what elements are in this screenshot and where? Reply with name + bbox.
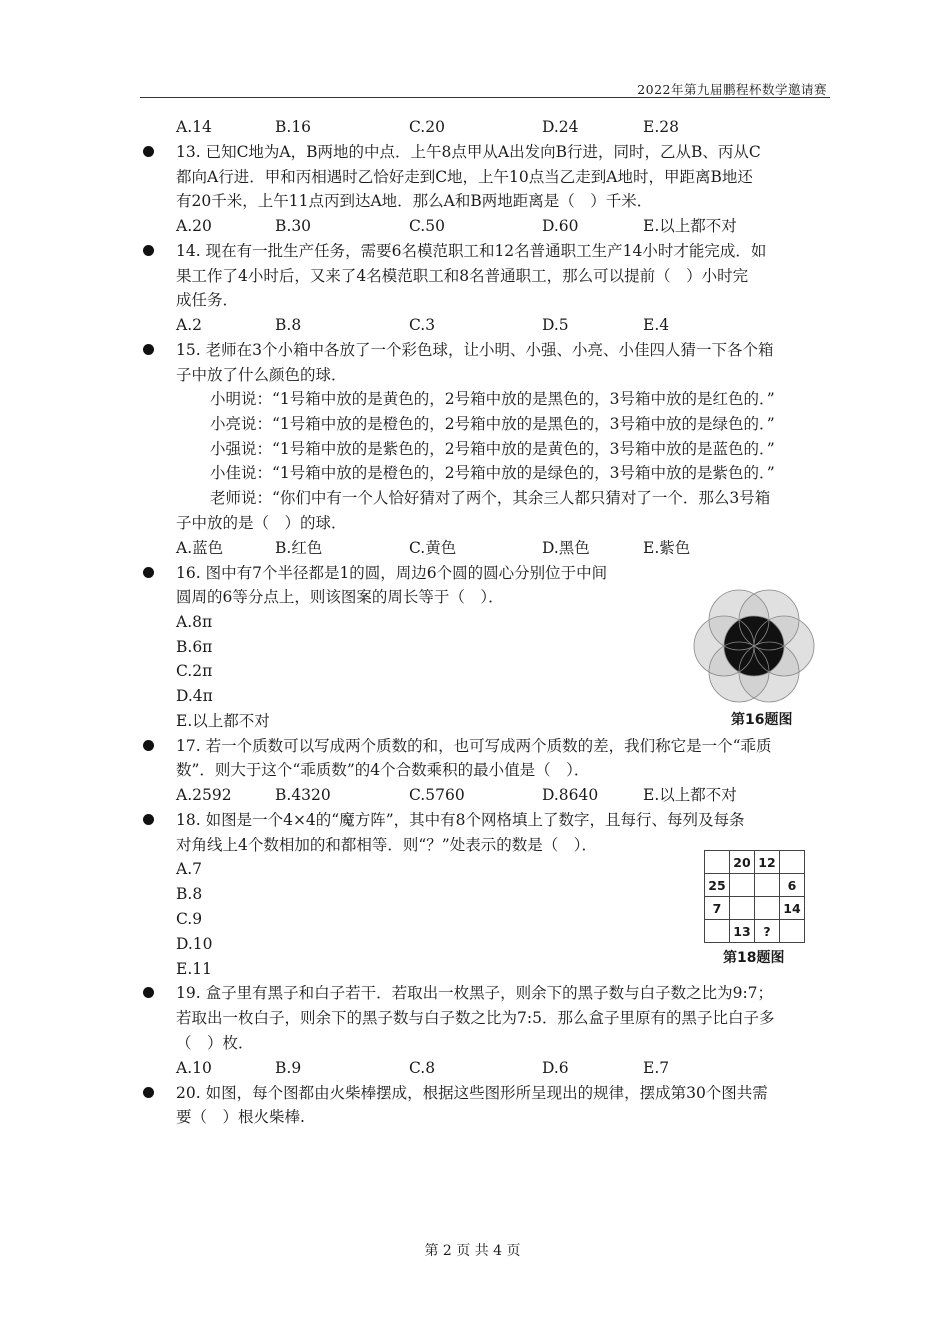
grid-cell (730, 874, 755, 897)
option-d: D.5 (542, 316, 569, 334)
q15-quote-xiaoliang: 小亮说：“1号箱中放的是橙色的，2号箱中放的是黑色的，3号箱中放的是绿色的．” (210, 415, 775, 433)
grid-cell: 20 (730, 851, 755, 874)
grid-cell: 14 (780, 897, 805, 920)
grid-cell (755, 897, 780, 920)
q16-option-a: A.8π (176, 613, 213, 631)
q18-option-b: B.8 (176, 885, 203, 903)
option-d: D.8640 (542, 786, 599, 804)
grid-cell: 25 (705, 874, 730, 897)
option-d: D.24 (542, 118, 579, 136)
q18-option-c: C.9 (176, 910, 203, 928)
grid-cell (780, 920, 805, 943)
q17-line-2: 数”．则大于这个“乖质数”的4个合数乘积的最小值是（ ）． (176, 761, 590, 779)
q12-options (176, 115, 836, 139)
q17-options (176, 783, 836, 807)
q16-bullet (143, 567, 154, 578)
option-c: C.50 (409, 217, 445, 235)
page-header-title: 2022年第九届鹏程杯数学邀请赛 (637, 82, 827, 97)
option-e: E.以上都不对 (643, 786, 737, 804)
q14-line-3: 成任务． (176, 291, 239, 309)
q15-line-2: 子中放了什么颜色的球． (176, 366, 347, 384)
q14-bullet (143, 245, 154, 256)
grid-cell (705, 920, 730, 943)
q15-quote-xiaoqiang: 小强说：“1号箱中放的是紫色的，2号箱中放的是黄色的，3号箱中放的是蓝色的．” (210, 440, 775, 458)
q16-option-e: E.以上都不对 (176, 712, 270, 730)
option-a: A.14 (176, 118, 212, 136)
option-a: A.2592 (176, 786, 232, 804)
q19-options (176, 1056, 836, 1080)
option-b: B.30 (275, 217, 312, 235)
q13-line-2: 都向A行进．甲和丙相遇时乙恰好走到C地，上午10点当乙走到A地时，甲距离B地还 (176, 168, 753, 186)
q18-option-a: A.7 (176, 860, 202, 878)
option-a: A.10 (176, 1059, 212, 1077)
q16-seven-circles-figure (691, 583, 817, 709)
q16-option-c: C.2π (176, 662, 213, 680)
option-e: E.28 (643, 118, 679, 136)
q15-quote-teacher: 老师说：“你们中有一个人恰好猜对了两个，其余三人都只猜对了一个．那么3号箱 (210, 489, 771, 507)
option-d: D.黑色 (542, 539, 590, 557)
q18-line-1: 18. 如图是一个4×4的“魔方阵”，其中有8个网格填上了数字，且每行、每列及每条 (176, 811, 745, 829)
q14-options (176, 313, 836, 337)
q14-line-2: 果工作了4小时后，又来了4名模范职工和8名普通职工，那么可以提前（ ）小时完 (176, 267, 749, 285)
grid-cell (780, 851, 805, 874)
q18-line-2: 对角线上4个数相加的和都相等．则“？”处表示的数是（ ）． (176, 836, 597, 854)
grid-cell: 13 (730, 920, 755, 943)
q17-line-1: 17. 若一个质数可以写成两个质数的和，也可写成两个质数的差，我们称它是一个“乖质 (176, 737, 772, 755)
grid-cell: 12 (755, 851, 780, 874)
q16-figure-caption: 第16题图 (731, 712, 793, 728)
q19-bullet (143, 987, 154, 998)
q16-option-d: D.4π (176, 687, 213, 705)
q15-bullet (143, 344, 154, 355)
option-d: D.6 (542, 1059, 569, 1077)
option-c: C.黄色 (409, 539, 457, 557)
q19-line-1: 19. 盒子里有黑子和白子若干．若取出一枚黑子，则余下的黑子数与白子数之比为9:7； (176, 984, 774, 1002)
grid-cell (730, 897, 755, 920)
q18-option-d: D.10 (176, 935, 213, 953)
q13-line-1: 13. 已知C地为A，B两地的中点．上午8点甲从A出发向B行进，同时，乙从B、丙从C (176, 143, 761, 161)
grid-cell: 7 (705, 897, 730, 920)
q16-option-b: B.6π (176, 638, 213, 656)
option-c: C.8 (409, 1059, 436, 1077)
q19-line-3: （ ）枚． (176, 1034, 254, 1052)
q16-line-1: 16. 图中有7个半径都是1的圆，周边6个圆的圆心分别位于中间 (176, 564, 608, 582)
q20-bullet (143, 1087, 154, 1098)
grid-cell: ? (755, 920, 780, 943)
q18-figure-caption: 第18题图 (723, 950, 785, 966)
option-e: E.4 (643, 316, 670, 334)
option-a: A.20 (176, 217, 212, 235)
q15-options (176, 536, 836, 560)
grid-cell (755, 874, 780, 897)
q20-line-1: 20. 如图，每个图都由火柴棒摆成，根据这些图形所呈现出的规律，摆成第30个图共需 (176, 1084, 768, 1102)
q18-option-e: E.11 (176, 960, 212, 978)
page-number-footer: 第 2 页 共 4 页 (424, 1243, 521, 1259)
q13-bullet (143, 146, 154, 157)
option-e: E.7 (643, 1059, 670, 1077)
q18-bullet (143, 814, 154, 825)
grid-cell: 6 (780, 874, 805, 897)
option-b: B.红色 (275, 539, 323, 557)
grid-cell (705, 851, 730, 874)
q16-line-2: 圆周的6等分点上，则该图案的周长等于（ ）． (176, 588, 504, 606)
q15-quote-xiaoming: 小明说：“1号箱中放的是黄色的，2号箱中放的是黑色的，3号箱中放的是红色的．” (210, 390, 775, 408)
q15-line-1: 15. 老师在3个小箱中各放了一个彩色球，让小明、小强、小亮、小佳四人猜一下各个箱 (176, 341, 774, 359)
option-a: A.蓝色 (176, 539, 224, 557)
q17-bullet (143, 740, 154, 751)
q20-line-2: 要（ ）根火柴棒. (176, 1108, 305, 1126)
option-e: E.紫色 (643, 539, 691, 557)
q15-tail: 子中放的是（ ）的球． (176, 514, 347, 532)
option-c: C.5760 (409, 786, 465, 804)
option-b: B.8 (275, 316, 302, 334)
option-b: B.4320 (275, 786, 331, 804)
q13-line-3: 有20千米，上午11点丙到达A地．那么A和B两地距离是（ ）千米． (176, 192, 653, 210)
q19-line-2: 若取出一枚白子，则余下的黑子数与白子数之比为7:5．那么盒子里原有的黑子比白子多 (176, 1009, 775, 1027)
option-b: B.9 (275, 1059, 302, 1077)
option-c: C.3 (409, 316, 436, 334)
q15-quote-xiaojia: 小佳说：“1号箱中放的是橙色的，2号箱中放的是绿色的，3号箱中放的是紫色的．” (210, 464, 775, 482)
option-a: A.2 (176, 316, 202, 334)
option-e: E.以上都不对 (643, 217, 737, 235)
q14-line-1: 14. 现在有一批生产任务，需要6名模范职工和12名普通职工生产14小时才能完成．如 (176, 242, 767, 260)
q13-options (176, 214, 836, 238)
option-d: D.60 (542, 217, 579, 235)
q18-magic-square (704, 850, 805, 943)
header-rule (140, 97, 830, 98)
option-c: C.20 (409, 118, 445, 136)
option-b: B.16 (275, 118, 312, 136)
